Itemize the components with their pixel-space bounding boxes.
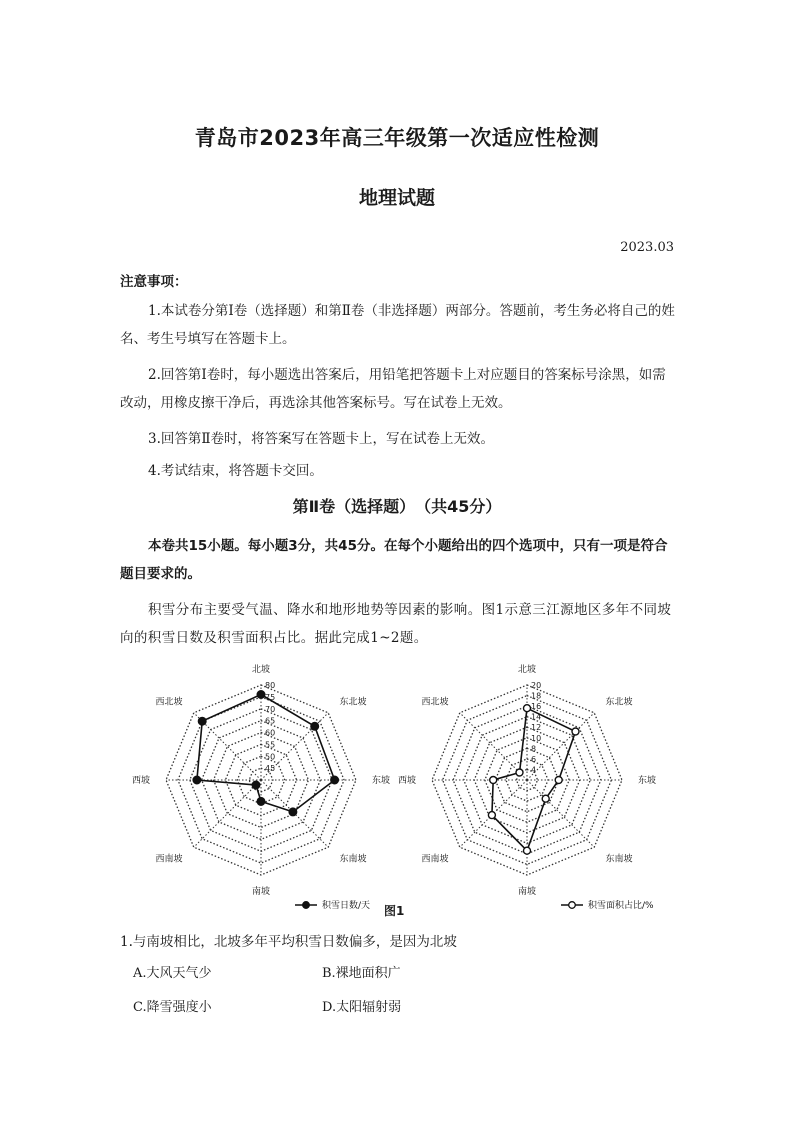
data-point [257, 798, 265, 806]
subject-title: 地理试题 [358, 187, 435, 209]
data-point [331, 776, 339, 784]
snow-days-radar-chart [132, 663, 390, 911]
option-d[interactable]: D.太阳辐射弱 [322, 1000, 402, 1015]
section-instruction: 本卷共15小题。每小题3分，共45分。在每个小题给出的四个选项中，只有一项是符合题目要求的。 [120, 538, 668, 582]
notice-heading: 注意事项： [120, 274, 188, 290]
legend-label: 积雪日数/天 [322, 901, 371, 911]
tick-label: 12 [531, 723, 542, 733]
data-point [257, 691, 265, 699]
tick-label: 10 [531, 733, 542, 743]
option-c[interactable]: C.降雪强度小 [133, 1000, 212, 1015]
notice-item: 3.回答第Ⅱ卷时，将答案写在答题卡上，写在试卷上无效。 [148, 431, 495, 447]
category-label: 东坡 [372, 776, 391, 786]
tick-label: 6 [531, 754, 537, 764]
category-label: 西南坡 [421, 854, 449, 865]
tick-label: 4 [531, 765, 537, 775]
data-point [516, 769, 523, 776]
data-point [198, 717, 206, 725]
question-stem: 1.与南坡相比，北坡多年平均积雪日数偏多，是因为北坡 [120, 934, 457, 950]
axis-spoke [527, 780, 594, 847]
exam-date: 2023.03 [620, 240, 674, 255]
section-heading: 第Ⅱ卷（选择题） （共45分） [292, 497, 502, 516]
category-label: 西南坡 [155, 854, 183, 865]
notice-item: 1.本试卷分第Ⅰ卷（选择题）和第Ⅱ卷（非选择题）两部分。答题前，考生务必将自己的姓名、考生号填写在答题卡上。 [120, 303, 675, 347]
tick-label: 8 [531, 744, 537, 754]
category-label: 西北坡 [421, 697, 449, 708]
snow-area-radar-chart [398, 663, 656, 911]
tick-label: 18 [531, 691, 542, 701]
legend-label: 积雪面积占比/% [588, 901, 654, 911]
legend-marker [569, 902, 576, 909]
category-label: 北坡 [251, 665, 271, 675]
category-label: 东南坡 [339, 854, 367, 865]
tick-label: 55 [265, 740, 276, 750]
category-label: 东北坡 [339, 697, 367, 708]
category-label: 东北坡 [605, 697, 633, 708]
data-point [488, 812, 495, 819]
passage-intro: 积雪分布主要受气温、降水和地形地势等因素的影响。图1示意三江源地区多年不同坡向的积雪日数及积雪面积占比。据此完成1~2题。 [120, 602, 672, 646]
notice-item: 4.考试结束，将答题卡交回。 [148, 463, 323, 479]
option-b[interactable]: B.裸地面积广 [322, 966, 401, 981]
tick-label: 75 [265, 692, 276, 702]
legend-marker [303, 902, 310, 909]
figure-caption: 图1 [384, 904, 405, 918]
category-label: 北坡 [517, 665, 537, 675]
category-label: 西坡 [397, 776, 416, 786]
tick-label: 14 [531, 712, 542, 722]
tick-label: 45 [265, 764, 276, 774]
tick-label: 65 [265, 716, 276, 726]
category-label: 东南坡 [605, 854, 633, 865]
category-label: 西北坡 [155, 697, 183, 708]
tick-label: 16 [531, 702, 542, 712]
category-label: 南坡 [517, 887, 537, 897]
notice-item: 2.回答第Ⅰ卷时，每小题选出答案后，用铅笔把答题卡上对应题目的答案标号涂黑，如需改动，用橡皮擦干净后，再选涂其他答案标号。写在试卷上无效。 [120, 367, 666, 411]
exam-title: 青岛市2023年高三年级第一次适应性检测 [194, 126, 600, 150]
data-point [524, 705, 531, 712]
tick-label: 20 [531, 681, 542, 690]
option-a[interactable]: A.大风天气少 [133, 966, 212, 981]
data-point [555, 777, 562, 784]
tick-label: 60 [265, 728, 276, 738]
category-label: 东坡 [638, 776, 657, 786]
category-label: 西坡 [131, 776, 150, 786]
tick-label: 70 [265, 704, 276, 714]
data-point [252, 781, 260, 789]
data-point [289, 808, 297, 816]
data-point [542, 795, 549, 802]
data-point [524, 847, 531, 854]
category-label: 南坡 [251, 887, 271, 897]
data-point [311, 723, 319, 731]
data-point [193, 776, 201, 784]
tick-label: 80 [265, 681, 276, 690]
data-point [572, 728, 579, 735]
tick-label: 50 [265, 752, 276, 762]
data-point [490, 777, 497, 784]
